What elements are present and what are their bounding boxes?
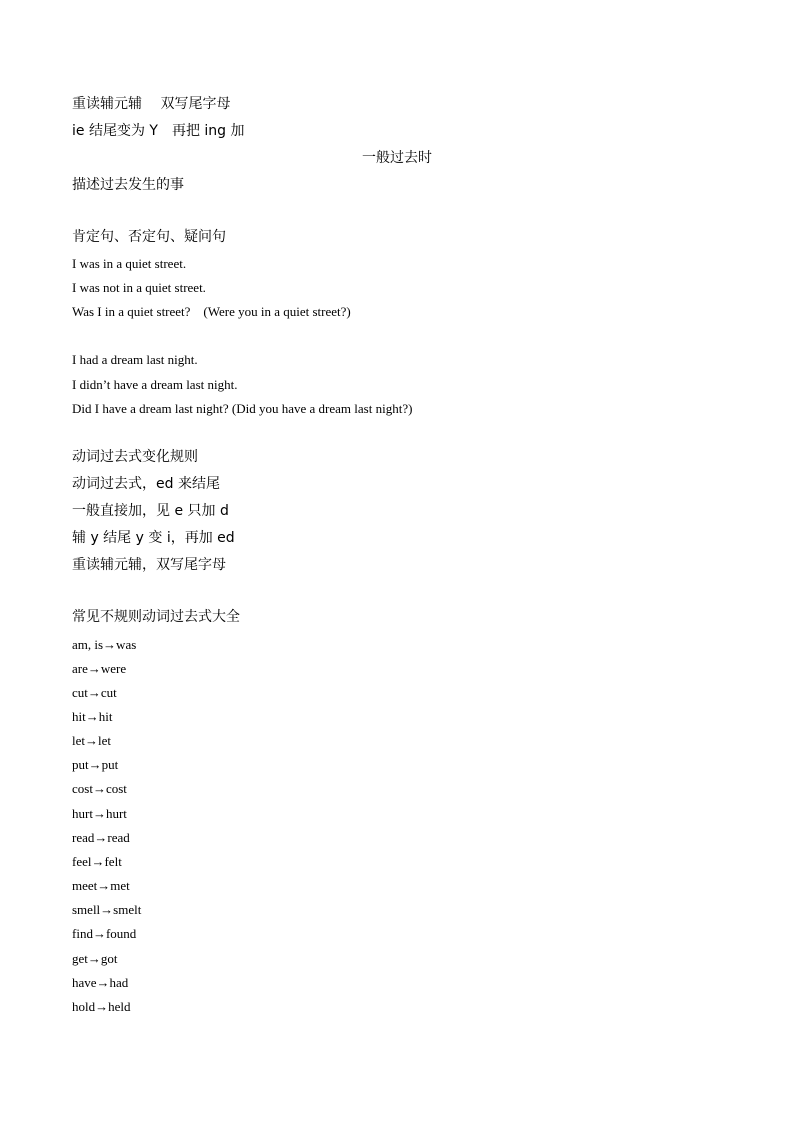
rule-line: 动词过去式，ed 来结尾 — [72, 476, 220, 492]
simple-past-description: 描述过去发生的事 — [72, 177, 184, 193]
do-question-example: Did I have a dream last night? (Did you have a dream last night?) — [72, 401, 413, 416]
sentence-forms-heading: 肯定句、否定句、疑问句 — [72, 229, 226, 245]
be-negative-example: I was not in a quiet street. — [72, 280, 206, 295]
irregular-verb-item: put→put — [72, 757, 119, 772]
irregular-verb-item: find→found — [72, 926, 137, 941]
irregular-verb-item: read→read — [72, 830, 130, 845]
irregular-verbs-heading: 常见不规则动词过去式大全 — [72, 609, 240, 625]
section-title-simple-past: 一般过去时 — [362, 150, 432, 166]
irregular-verb-item: hit→hit — [72, 709, 113, 724]
rule-line: 一般直接加，见 e 只加 d — [72, 503, 229, 519]
rule-ie-ending-line: ie 结尾变为 Y 再把 ing 加 — [72, 123, 245, 139]
irregular-verb-item: cut→cut — [72, 685, 117, 700]
irregular-verb-item: are→were — [72, 661, 127, 676]
rule-line: 重读辅元辅，双写尾字母 — [72, 557, 226, 573]
rule-double-consonant-line: 重读辅元辅 双写尾字母 — [72, 96, 231, 112]
irregular-verb-item: am, is→was — [72, 637, 137, 652]
irregular-verb-item: have→had — [72, 975, 129, 990]
irregular-verb-item: smell→smelt — [72, 902, 142, 917]
irregular-verb-item: meet→met — [72, 878, 130, 893]
irregular-verb-item: hurt→hurt — [72, 806, 127, 821]
do-negative-example: I didn’t have a dream last night. — [72, 377, 238, 392]
do-affirmative-example: I had a dream last night. — [72, 352, 198, 367]
irregular-verb-item: cost→cost — [72, 781, 127, 796]
irregular-verb-item: feel→felt — [72, 854, 122, 869]
be-question-example: Was I in a quiet street? (Were you in a quiet street?) — [72, 304, 351, 319]
rule-line: 辅 y 结尾 y 变 i，再加 ed — [72, 530, 235, 546]
irregular-verb-item: let→let — [72, 733, 111, 748]
irregular-verb-item: hold→held — [72, 999, 131, 1014]
be-affirmative-example: I was in a quiet street. — [72, 256, 187, 271]
irregular-verb-item: get→got — [72, 951, 118, 966]
past-tense-rules-heading: 动词过去式变化规则 — [72, 449, 198, 465]
